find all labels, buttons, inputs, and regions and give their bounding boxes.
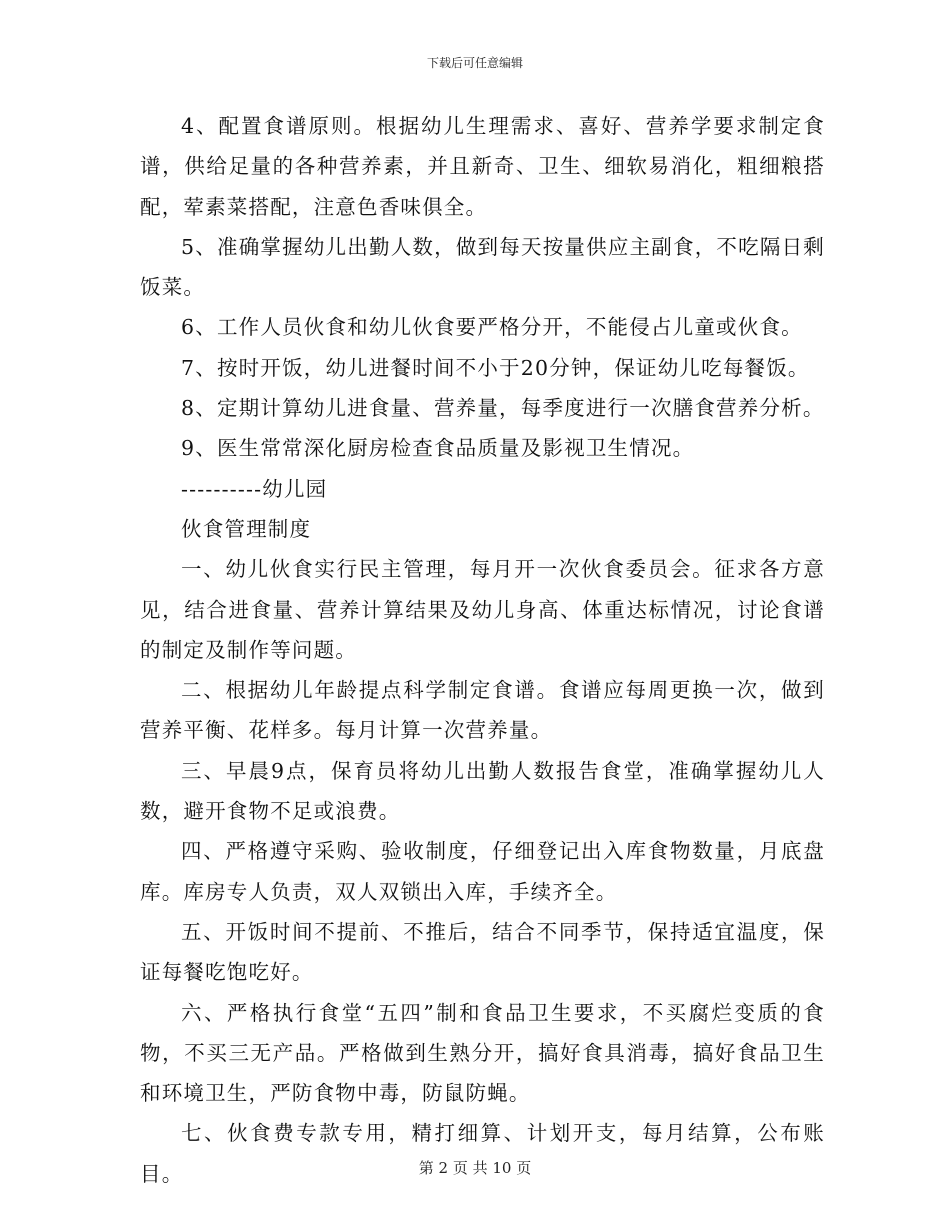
rule-6-food-hygiene: 六、严格执行食堂“五四”制和食品卫生要求，不买腐烂变质的食物，不买三无产品。严格做到生熟分开，搞好食具消毒，搞好食品卫生和环境卫生，严防食物中毒，防鼠防蝇。 [140,1000,825,1106]
paragraph-5-attendance: 5、准确掌握幼儿出勤人数，做到每天按量供应主副食，不吃隔日剩饭菜。 [140,234,825,300]
paragraph-9-kitchen-inspection: 9、医生常常深化厨房检查食品质量及影视卫生情况。 [181,436,695,461]
page-footer: 第 2 页 共 10 页 [418,1159,532,1177]
paragraph-6-staff-meals: 6、工作人员伙食和幼儿伙食要严格分开，不能侵占儿童或伙食。 [181,315,803,340]
rule-2-menu-planning: 二、根据幼儿年龄提点科学制定食谱。食谱应每周更换一次，做到营养平衡、花样多。每月计算一次营养量。 [140,678,825,743]
section-title: 伙食管理制度 [181,516,312,541]
rule-3-attendance-report: 三、早晨9点，保育员将幼儿出勤人数报告食堂，准确掌握幼儿人数，避开食物不足或浪费。 [140,758,825,824]
document-body [140,106,825,1194]
rule-5-meal-timing: 五、开饭时间不提前、不推后，结合不同季节，保持适宜温度，保证每餐吃饱吃好。 [140,919,825,985]
page-header: 下载后可任意编辑 [426,56,523,70]
paragraph-7-meal-time: 7、按时开饭，幼儿进餐时间不小于20分钟，保证幼儿吃每餐饭。 [181,355,810,380]
kindergarten-name-line: ----------幼儿园 [181,476,328,501]
paragraph-4-menu-principles: 4、配置食谱原则。根据幼儿生理需求、喜好、营养学要求制定食谱，供给足量的各种营养素，并且新奇、卫生、细软易消化，粗细粮搭配，荤素菜搭配，注意色香味俱全。 [140,114,825,219]
paragraph-8-nutrition-analysis: 8、定期计算幼儿进食量、营养量，每季度进行一次膳食营养分析。 [181,396,825,421]
rule-4-procurement: 四、严格遵守采购、验收制度，仔细登记出入库食物数量，月底盘库。库房专人负责，双人双锁出入库，手续齐全。 [140,839,825,904]
rule-7-meal-fees: 七、伙食费专款专用，精打细算、计划开支，每月结算，公布账目。 [140,1121,825,1186]
rule-1-democratic-management: 一、幼儿伙食实行民主管理，每月开一次伙食委员会。征求各方意见，结合进食量、营养计算结果及幼儿身高、体重达标情况，讨论食谱的制定及制作等问题。 [140,557,825,662]
